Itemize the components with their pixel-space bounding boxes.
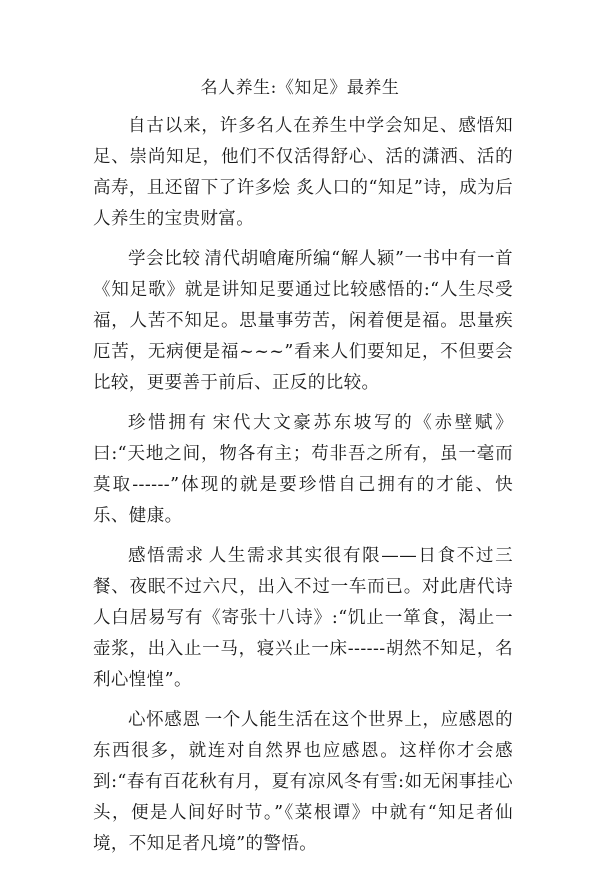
document-body (93, 111, 513, 869)
paragraph-lead: 珍惜拥有 (128, 413, 209, 433)
paragraph-lead: 感悟需求 (128, 546, 205, 566)
paragraph-cherish (93, 408, 513, 532)
paragraph-text: 宋代大文豪苏东坡写的《赤壁赋》曰:“天地之间，物各有主；苟非吾之所有，虽一毫而莫取------”体现的就是要珍惜自己拥有的才能、快乐、健康。 (93, 413, 513, 526)
paragraph-text: 自古以来，许多名人在养生中学会知足、感悟知足、崇尚知足，他们不仅活得舒心、活的潇洒、活的高寿，且还留下了许多烩 炙人口的“知足”诗，成为后人养生的宝贵财富。 (93, 116, 513, 229)
document-title: 名人养生:《知足》最养生 (200, 78, 400, 98)
paragraph-lead: 心怀感恩 (128, 710, 201, 730)
paragraph-intro (93, 111, 513, 235)
paragraph-needs (93, 541, 513, 696)
paragraph-compare (93, 244, 513, 399)
paragraph-lead: 学会比较 (128, 249, 201, 269)
paragraph-text: 一个人能生活在这个世界上，应感恩的东西很多，就连对自然界也应感恩。这样你才会感到:“春有百花秋有月，夏有凉风冬有雪:如无闲事挂心头，便是人间好时节。”《菜根谭》中就有“知足者仙境，不知足者凡境”的警悟。 (93, 710, 513, 854)
paragraph-text: 人生需求其实很有限——日食不过三餐、夜眠不过六尺，出入不过一车而已。对此唐代诗人白居易写有《寄张十八诗》:“饥止一箪食，渴止一壶浆，出入止一马，寝兴止一床------胡然不知足，名利心惶惶”。 (93, 546, 513, 690)
paragraph-gratitude (93, 705, 513, 860)
paragraph-text: 清代胡嗆庵所编“解人颍”一书中有一首《知足歌》就是讲知足要通过比较感悟的:“人生尽受福，人苦不知足。思量事劳苦，闲着便是福。思量疾厄苦，无病便是福~~~”看来人们要知足，不但要会比较，更要善于前后、正反的比较。 (93, 249, 513, 393)
